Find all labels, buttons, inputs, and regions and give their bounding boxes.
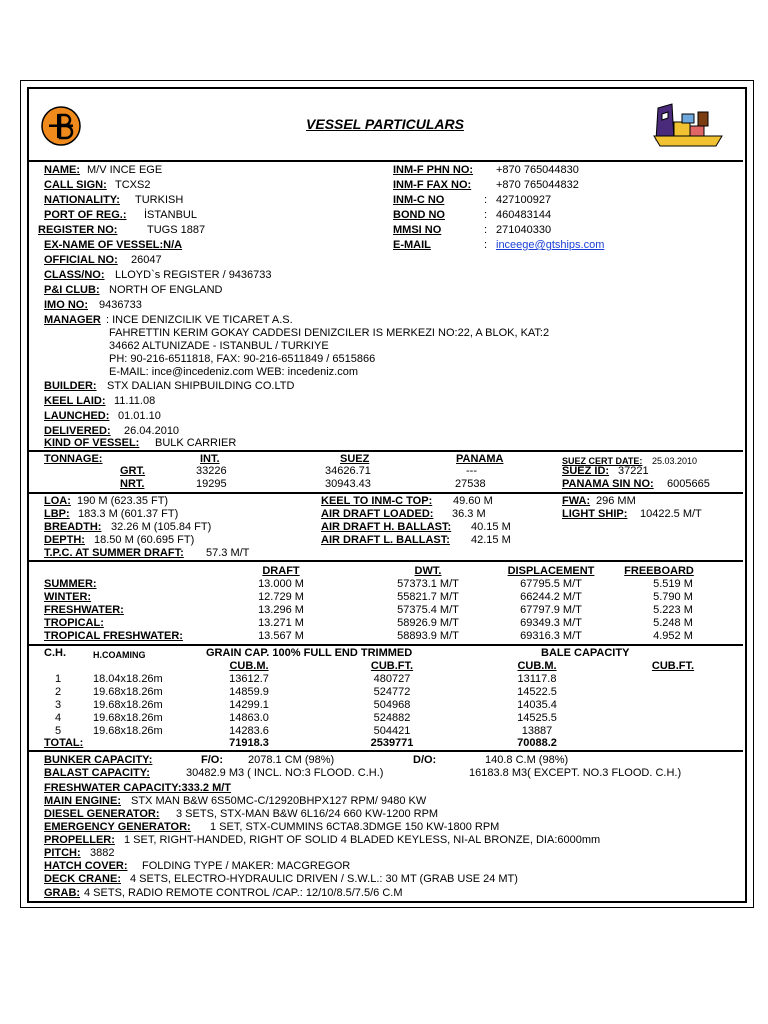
draft-value: 12.729 M xyxy=(258,591,304,603)
ex-name-label: EX-NAME OF VESSEL:N/A xyxy=(44,239,183,251)
bale-cubm: 14525.5 xyxy=(517,712,557,724)
draft-value: 13.296 M xyxy=(258,604,304,616)
air-draft-loaded-value: 36.3 M xyxy=(452,508,486,520)
hatch-cover-value: FOLDING TYPE / MAKER: MACGREGOR xyxy=(142,860,351,872)
displacement-value: 69349.3 M/T xyxy=(520,617,582,629)
launched-value: 01.01.10 xyxy=(118,410,161,422)
draft-header: DRAFT xyxy=(262,565,300,577)
hold-number: 3 xyxy=(55,699,62,711)
grain-cubft: 504968 xyxy=(373,699,411,711)
hold-number: 4 xyxy=(55,712,62,724)
air-draft-h-value: 40.15 M xyxy=(471,521,511,533)
draft-value: 13.271 M xyxy=(258,617,304,629)
air-draft-h-label: AIR DRAFT H. BALLAST: xyxy=(321,521,452,533)
colon: : xyxy=(484,224,488,236)
dwt-value: 55821.7 M/T xyxy=(397,591,459,603)
colon: : xyxy=(484,239,488,251)
displacement-value: 66244.2 M/T xyxy=(520,591,582,603)
panama-sin-label: PANAMA SIN NO: xyxy=(562,478,654,490)
dwt-value: 57375.4 M/T xyxy=(397,604,459,616)
breadth-label: BREADTH: xyxy=(44,521,102,533)
builder-value: STX DALIAN SHIPBUILDING CO.LTD xyxy=(107,380,295,392)
grain-cubm: 14283.6 xyxy=(229,725,269,737)
hatch-cover-label: HATCH COVER: xyxy=(44,860,128,872)
hold-coaming: 19.68x18.26m xyxy=(93,699,163,711)
grt-suez: 34626.71 xyxy=(325,465,371,477)
draft-value: 13.567 M xyxy=(258,630,304,642)
do-value: 140.8 C.M (98%) xyxy=(485,754,569,766)
pitch-label: PITCH: xyxy=(44,847,81,859)
grain-cubft: 524772 xyxy=(373,686,411,698)
colon: : xyxy=(484,209,488,221)
grain-cubm: 14299.1 xyxy=(229,699,269,711)
freeboard-header: FREEBOARD xyxy=(624,565,694,577)
delivered-label: DELIVERED: xyxy=(44,425,111,437)
displacement-value: 67795.5 M/T xyxy=(520,578,582,590)
call-sign-label: CALL SIGN: xyxy=(44,179,107,191)
ch-header: C.H. xyxy=(44,647,66,659)
hold-coaming: 19.68x18.26m xyxy=(93,712,163,724)
dwt-value: 58893.9 M/T xyxy=(397,630,459,642)
bale-cubm: 13887 xyxy=(521,725,553,737)
air-draft-l-value: 42.15 M xyxy=(471,534,511,546)
suez-id-value: 37221 xyxy=(618,465,649,477)
manager-line-1: : INCE DENIZCILIK VE TICARET A.S. xyxy=(106,314,293,326)
grain-cubft: 524882 xyxy=(373,712,411,724)
name-label: NAME: xyxy=(44,164,81,176)
grt-int: 33226 xyxy=(196,465,227,477)
inm-f-fax-label: INM-F FAX NO: xyxy=(393,179,472,191)
total-bale-cubm: 70088.2 xyxy=(517,737,557,749)
class-label: CLASS/NO: xyxy=(44,269,105,281)
class-value: LLOYD`s REGISTER / 9436733 xyxy=(115,269,272,281)
divider xyxy=(27,644,743,646)
freeboard-value: 5.223 M xyxy=(653,604,693,616)
grab-label: GRAB: xyxy=(44,887,81,899)
nationality-value: TURKISH xyxy=(135,194,184,206)
hold-number: 2 xyxy=(55,686,62,698)
grain-cubm: 14863.0 xyxy=(229,712,269,724)
bale-cubm: 14035.4 xyxy=(517,699,557,711)
main-engine-label: MAIN ENGINE: xyxy=(44,795,121,807)
fwa-value: 296 MM xyxy=(596,495,636,507)
tpc-label: T.P.C. AT SUMMER DRAFT: xyxy=(44,547,184,559)
grain-cap-header: GRAIN CAP. 100% FULL END TRIMMED xyxy=(206,647,413,659)
bale-cubm-header: CUB.M. xyxy=(517,660,557,672)
dwt-header: DWT. xyxy=(414,565,442,577)
ballast-label: BALAST CAPACITY: xyxy=(44,767,150,779)
ballast-value-1: 30482.9 M3 ( INCL. NO:3 FLOOD. C.H.) xyxy=(186,767,384,779)
pitch-value: 3882 xyxy=(90,847,115,859)
diesel-gen-value: 3 SETS, STX-MAN B&W 6L16/24 660 KW-1200 RPM xyxy=(176,808,439,820)
inm-f-phone-value: +870 765044830 xyxy=(496,164,579,176)
displacement-value: 69316.3 M/T xyxy=(520,630,582,642)
displacement-value: 67797.9 M/T xyxy=(520,604,582,616)
light-ship-label: LIGHT SHIP: xyxy=(562,508,628,520)
hold-coaming: 18.04x18.26m xyxy=(93,673,163,685)
bond-value: 460483144 xyxy=(496,209,552,221)
displacement-header: DISPLACEMENT xyxy=(507,565,595,577)
grain-cubm-header: CUB.M. xyxy=(229,660,269,672)
register-value: TUGS 1887 xyxy=(147,224,206,236)
freeboard-value: 5.790 M xyxy=(653,591,693,603)
manager-label: MANAGER xyxy=(44,314,101,326)
tonnage-suez-header: SUEZ xyxy=(340,453,370,465)
imo-value: 9436733 xyxy=(99,299,142,311)
air-draft-loaded-label: AIR DRAFT LOADED: xyxy=(321,508,434,520)
lbp-label: LBP: xyxy=(44,508,70,520)
loa-value: 190 M (623.35 FT) xyxy=(77,495,169,507)
nrt-int: 19295 xyxy=(196,478,227,490)
ballast-value-2: 16183.8 M3( EXCEPT. NO.3 FLOOD. C.H.) xyxy=(469,767,682,779)
depth-value: 18.50 M (60.695 FT) xyxy=(94,534,195,546)
diesel-gen-label: DIESEL GENERATOR: xyxy=(44,808,160,820)
builder-label: BUILDER: xyxy=(44,380,97,392)
deck-crane-label: DECK CRANE: xyxy=(44,873,121,885)
grain-cubm: 14859.9 xyxy=(229,686,269,698)
tpc-value: 57.3 M/T xyxy=(206,547,250,559)
hold-coaming: 19.68x18.26m xyxy=(93,725,163,737)
email-label: E-MAIL xyxy=(393,239,431,251)
grt-label: GRT. xyxy=(120,465,146,477)
bale-cubm: 14522.5 xyxy=(517,686,557,698)
total-grain-cubft: 2539771 xyxy=(370,737,414,749)
air-draft-l-label: AIR DRAFT L. BALLAST: xyxy=(321,534,450,546)
keel-laid-label: KEEL LAID: xyxy=(44,395,106,407)
bale-cubm: 13117.8 xyxy=(517,673,557,685)
manager-line-4: PH: 90-216-6511818, FAX: 90-216-6511849 / 6515866 xyxy=(109,353,376,365)
depth-label: DEPTH: xyxy=(44,534,85,546)
call-sign-value: TCXS2 xyxy=(115,179,151,191)
register-label: REGISTER NO: xyxy=(38,224,118,236)
launched-label: LAUNCHED: xyxy=(44,410,110,422)
manager-line-3: 34662 ALTUNIZADE - ISTANBUL / TURKIYE xyxy=(109,340,329,352)
draft-row-label: TROPICAL: xyxy=(44,617,104,629)
tonnage-int-header: INT. xyxy=(200,453,220,465)
breadth-value: 32.26 M (105.84 FT) xyxy=(111,521,212,533)
suez-cert-label: SUEZ CERT DATE: xyxy=(562,456,643,466)
fwa-label: FWA: xyxy=(562,495,591,507)
h-coaming-header: H.COAMING xyxy=(93,650,146,660)
mmsi-label: MMSI NO xyxy=(393,224,442,236)
nrt-panama: 27538 xyxy=(455,478,486,490)
pi-club-label: P&I CLUB: xyxy=(44,284,100,296)
do-label: D/O: xyxy=(413,754,437,766)
draft-value: 13.000 M xyxy=(258,578,304,590)
grt-panama: --- xyxy=(466,465,477,477)
divider xyxy=(27,492,743,494)
dwt-value: 57373.1 M/T xyxy=(397,578,459,590)
deck-crane-value: 4 SETS, ELECTRO-HYDRAULIC DRIVEN / S.W.L.: 30 MT (GRAB USE 24 MT) xyxy=(130,873,518,885)
draft-row-label: SUMMER: xyxy=(44,578,97,590)
kind-label: KIND OF VESSEL: xyxy=(44,437,140,449)
draft-row-label: WINTER: xyxy=(44,591,92,603)
dwt-value: 58926.9 M/T xyxy=(397,617,459,629)
divider xyxy=(27,160,743,162)
page-title: VESSEL PARTICULARS xyxy=(306,116,464,132)
official-no-value: 26047 xyxy=(131,254,162,266)
main-engine-value: STX MAN B&W 6S50MC-C/12920BHPX127 RPM/ 9480 KW xyxy=(131,795,427,807)
freeboard-value: 5.248 M xyxy=(653,617,693,629)
divider xyxy=(27,560,743,562)
propeller-value: 1 SET, RIGHT-HANDED, RIGHT OF SOLID 4 BLADED KEYLESS, NI-AL BRONZE, DIA:6000mm xyxy=(124,834,601,846)
emergency-gen-value: 1 SET, STX-CUMMINS 6CTA8.3DMGE 150 KW-1800 RPM xyxy=(210,821,500,833)
tonnage-label: TONNAGE: xyxy=(44,453,103,465)
grab-value: 4 SETS, RADIO REMOTE CONTROL /CAP.: 12/10/8.5/7.5/6 C.M xyxy=(84,887,403,899)
manager-line-2: FAHRETTIN KERIM GOKAY CADDESI DENIZCILER IS MERKEZI NO:22, A BLOK, KAT:2 xyxy=(109,327,550,339)
grain-cubft-header: CUB.FT. xyxy=(370,660,414,672)
fo-label: F/O: xyxy=(201,754,223,766)
nrt-label: NRT. xyxy=(120,478,145,490)
light-ship-value: 10422.5 M/T xyxy=(640,508,702,520)
emergency-gen-label: EMERGENCY GENERATOR: xyxy=(44,821,191,833)
freeboard-value: 4.952 M xyxy=(653,630,693,642)
hold-coaming: 19.68x18.26m xyxy=(93,686,163,698)
keel-to-inmc-label: KEEL TO INM-C TOP: xyxy=(321,495,433,507)
port-value: İSTANBUL xyxy=(144,209,197,221)
bale-cubft-header: CUB.FT. xyxy=(651,660,695,672)
draft-row-label: FRESHWATER: xyxy=(44,604,124,616)
grain-cubft: 504421 xyxy=(373,725,411,737)
imo-label: IMO NO: xyxy=(44,299,88,311)
panama-sin-value: 6005665 xyxy=(667,478,710,490)
official-no-label: OFFICIAL NO: xyxy=(44,254,118,266)
inm-c-value: 427100927 xyxy=(496,194,552,206)
divider xyxy=(27,750,743,752)
bond-label: BOND NO xyxy=(393,209,445,221)
grain-cubm: 13612.7 xyxy=(229,673,269,685)
freshwater-capacity: FRESHWATER CAPACITY:333.2 M/T xyxy=(44,782,232,794)
inm-f-phone-label: INM-F PHN NO: xyxy=(393,164,474,176)
hold-number: 1 xyxy=(55,673,62,685)
bale-cap-header: BALE CAPACITY xyxy=(541,647,630,659)
colon: : xyxy=(484,194,488,206)
propeller-label: PROPELLER: xyxy=(44,834,115,846)
freeboard-value: 5.519 M xyxy=(653,578,693,590)
port-label: PORT OF REG.: xyxy=(44,209,127,221)
inm-c-label: INM-C NO xyxy=(393,194,445,206)
pi-club-value: NORTH OF ENGLAND xyxy=(109,284,223,296)
keel-laid-value: 11.11.08 xyxy=(114,395,156,407)
draft-row-label: TROPICAL FRESHWATER: xyxy=(44,630,183,642)
kind-value: BULK CARRIER xyxy=(155,437,237,449)
bunker-label: BUNKER CAPACITY: xyxy=(44,754,153,766)
loa-label: LOA: xyxy=(44,495,71,507)
name-value: M/V INCE EGE xyxy=(87,164,163,176)
nationality-label: NATIONALITY: xyxy=(44,194,120,206)
total-grain-cubm: 71918.3 xyxy=(229,737,269,749)
lbp-value: 183.3 M (601.37 FT) xyxy=(78,508,179,520)
inm-f-fax-value: +870 765044832 xyxy=(496,179,579,191)
nrt-suez: 30943.43 xyxy=(325,478,371,490)
grain-cubft: 480727 xyxy=(373,673,411,685)
manager-line-5: E-MAIL: ince@incedeniz.com WEB: incedeniz.com xyxy=(109,366,358,378)
fo-value: 2078.1 CM (98%) xyxy=(248,754,335,766)
hold-number: 5 xyxy=(55,725,62,737)
tonnage-panama-header: PANAMA xyxy=(456,453,504,465)
total-label: TOTAL: xyxy=(44,737,84,749)
suez-cert-value: 25.03.2010 xyxy=(652,456,698,466)
keel-to-inmc-value: 49.60 M xyxy=(453,495,493,507)
mmsi-value: 271040330 xyxy=(496,224,552,236)
divider xyxy=(27,450,743,452)
suez-id-label: SUEZ ID: xyxy=(562,465,610,477)
company-logo-icon xyxy=(40,105,82,147)
cargo-ship-icon xyxy=(652,100,724,150)
email-link[interactable]: inceege@gtships.com xyxy=(496,239,605,251)
delivered-value: 26.04.2010 xyxy=(124,425,180,437)
